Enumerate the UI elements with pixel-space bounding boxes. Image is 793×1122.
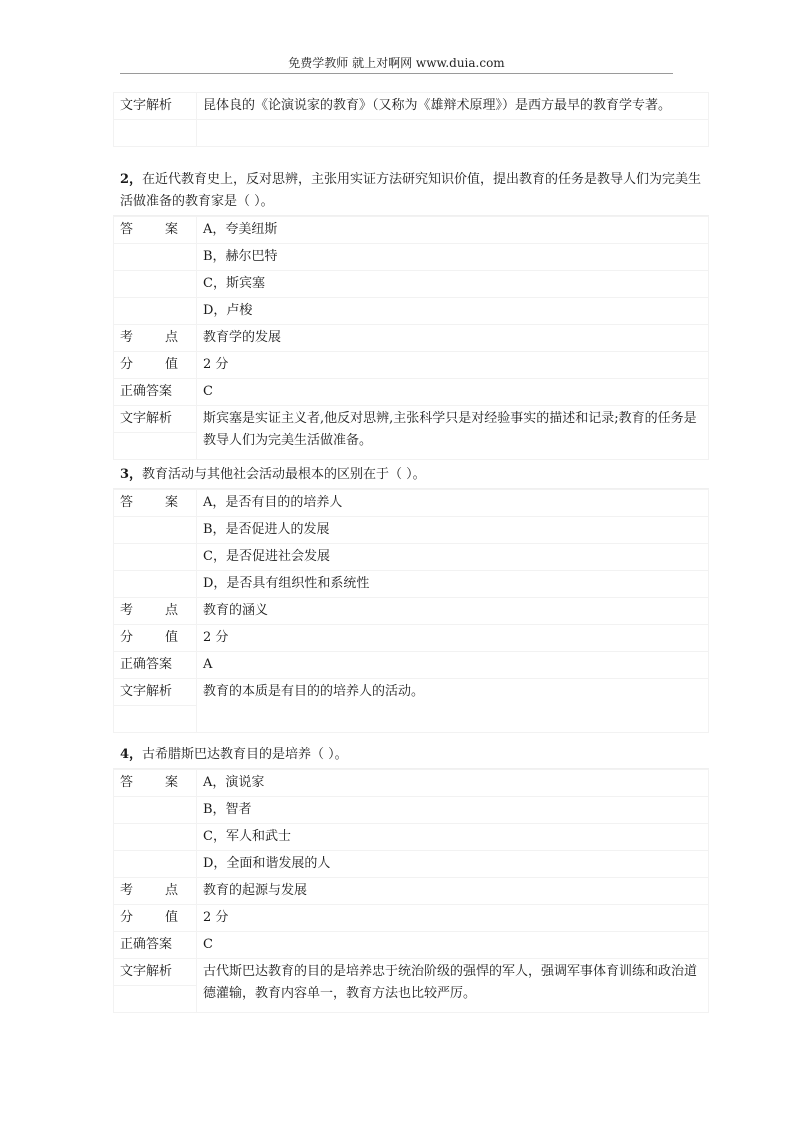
option-b: B，智者 [197,797,709,824]
correct-label: 正确答案 [120,937,173,952]
question-2-table [113,216,709,460]
question-3-title [113,461,709,489]
analysis-row [114,93,709,120]
question-3-table [113,489,709,733]
correct-row [114,652,709,679]
score-label: 分值 [120,630,178,645]
point-value: 教育的涵义 [197,598,709,625]
point-row [114,598,709,625]
question-number: 3， [120,467,143,482]
option-a: A，演说家 [197,770,709,797]
question-3 [113,461,709,733]
question-text: 在近代教育史上，反对思辨，主张用实证方法研究知识价值，提出教育的任务是教导人们为完美生活做准备的教育家是（ ）。 [120,172,702,209]
option-d: D，是否具有组织性和系统性 [197,571,709,598]
analysis-row [114,679,709,706]
correct-value: C [197,379,709,406]
option-d: D，全面和谐发展的人 [197,851,709,878]
question-4-table [113,769,709,1013]
question-4-title [113,741,709,769]
question-text: 教育活动与其他社会活动最根本的区别在于（ ）。 [142,467,426,482]
point-row [114,878,709,905]
analysis-row [114,406,709,433]
question-number: 2， [120,172,143,187]
answer-row [114,770,709,797]
analysis-label: 文字解析 [120,411,173,426]
correct-row [114,379,709,406]
score-label: 分值 [120,357,178,372]
score-row [114,352,709,379]
answer-row [114,217,709,244]
question-1-tail [113,92,709,147]
question-text: 古希腊斯巴达教育目的是培养（ ）。 [142,747,348,762]
point-value: 教育学的发展 [197,325,709,352]
option-c: C，军人和武士 [197,824,709,851]
correct-label: 正确答案 [120,384,173,399]
analysis-value: 斯宾塞是实证主义者,他反对思辨,主张科学只是对经验事实的描述和记录;教育的任务是教导人们为完美生活做准备。 [197,406,709,460]
analysis-label: 文字解析 [120,98,173,113]
question-2 [113,166,709,460]
option-c: C，斯宾塞 [197,271,709,298]
analysis-value: 古代斯巴达教育的目的是培养忠于统治阶级的强悍的军人，强调军事体育训练和政治道德灌输，教育内容单一，教育方法也比较严厉。 [197,959,709,1013]
analysis-value: 教育的本质是有目的的培养人的活动。 [197,679,709,733]
score-row [114,905,709,932]
point-row [114,325,709,352]
option-c: C，是否促进社会发展 [197,544,709,571]
option-b: B，赫尔巴特 [197,244,709,271]
point-label: 考点 [120,603,178,618]
score-value: 2 分 [197,625,709,652]
analysis-label: 文字解析 [120,964,173,979]
score-row [114,625,709,652]
header-divider [120,73,673,74]
score-label: 分值 [120,910,178,925]
correct-row [114,932,709,959]
answer-label: 答案 [120,222,178,237]
option-d: D，卢梭 [197,298,709,325]
point-label: 考点 [120,330,178,345]
analysis-label-cell [114,93,197,120]
answer-label-cell [114,217,197,244]
correct-value: A [197,652,709,679]
correct-label: 正确答案 [120,657,173,672]
correct-value: C [197,932,709,959]
answer-label: 答案 [120,775,178,790]
question-2-title [113,166,709,216]
answer-row [114,490,709,517]
question-4 [113,741,709,1013]
analysis-row [114,959,709,986]
score-value: 2 分 [197,352,709,379]
page-header: 免费学教师 就上对啊网 www.duia.com [288,56,505,70]
score-value: 2 分 [197,905,709,932]
spacer-row [114,120,709,147]
option-a: A，夸美纽斯 [197,217,709,244]
option-b: B，是否促进人的发展 [197,517,709,544]
option-a: A，是否有目的的培养人 [197,490,709,517]
question-number: 4， [120,747,143,762]
analysis-value: 昆体良的《论演说家的教育》（又称为《雄辩术原理》）是西方最早的教育学专著。 [197,93,709,120]
point-value: 教育的起源与发展 [197,878,709,905]
question-1-table [113,92,709,147]
point-label: 考点 [120,883,178,898]
answer-label: 答案 [120,495,178,510]
analysis-label: 文字解析 [120,684,173,699]
